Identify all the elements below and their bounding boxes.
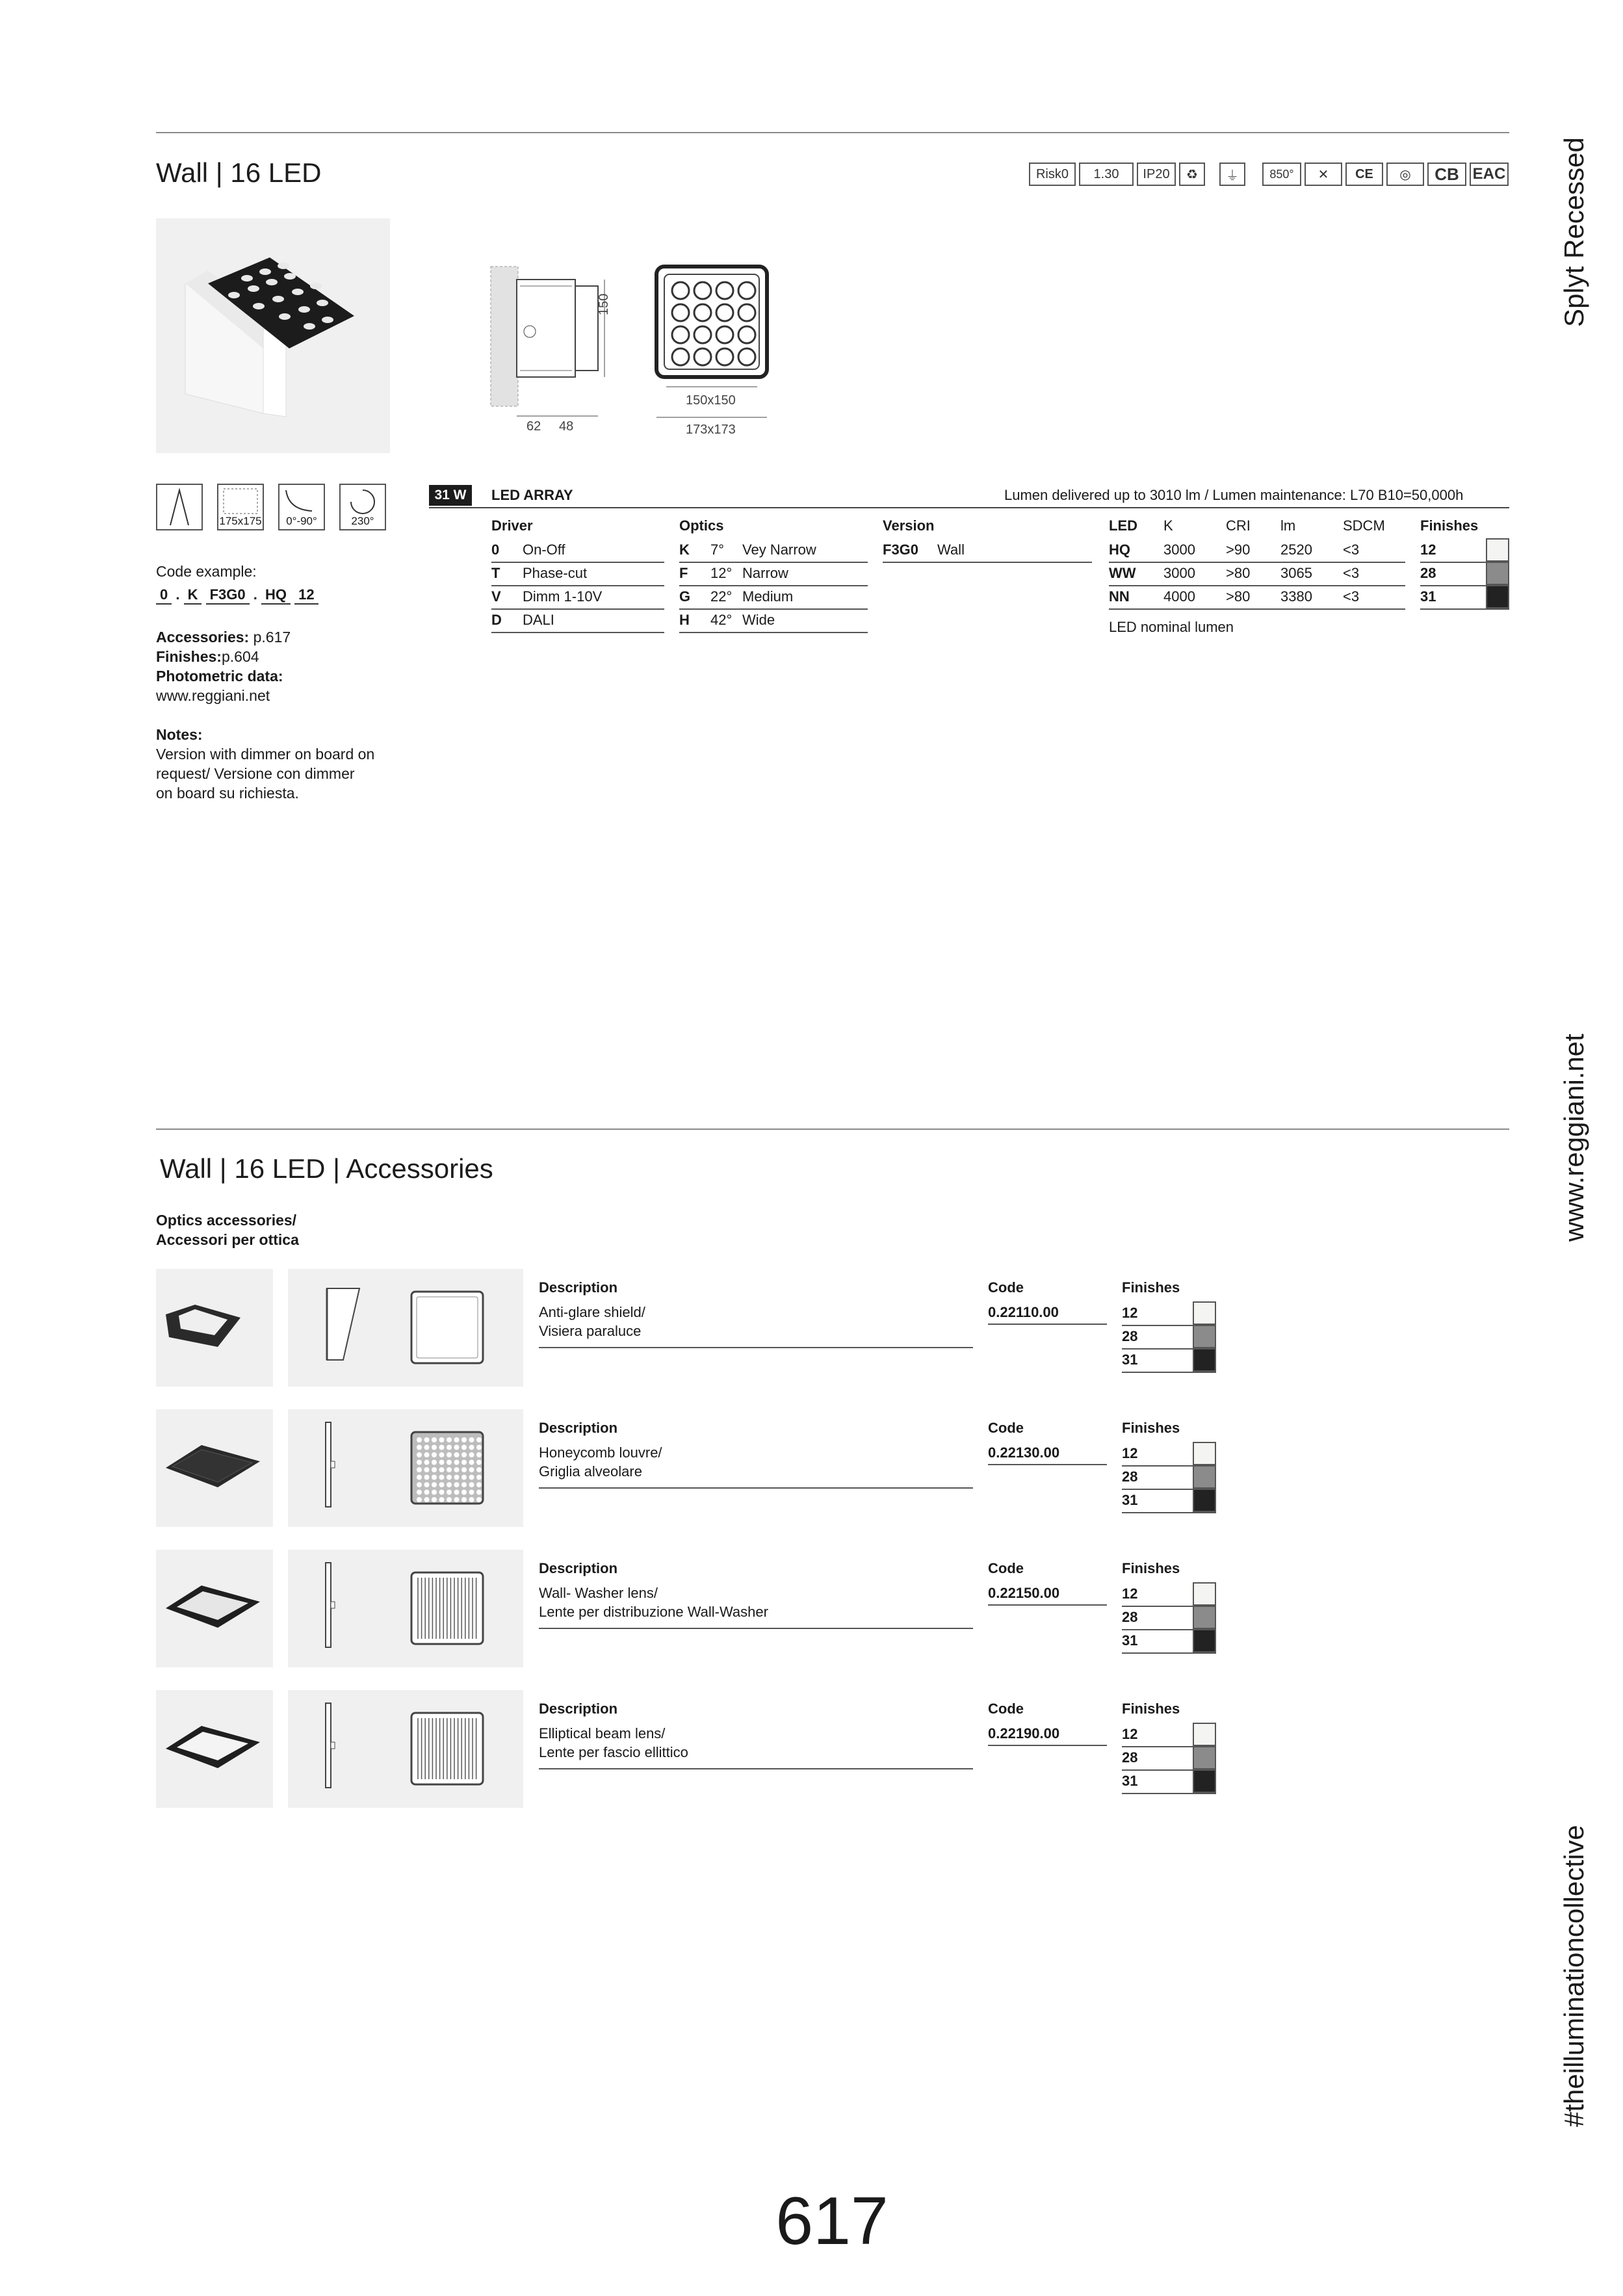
finishes-header: Finishes [1122, 1701, 1180, 1717]
accessory-code: 0.22130.00 [988, 1444, 1060, 1461]
recycle-icon: ♻ [1179, 163, 1205, 186]
accessory-description: Honeycomb louvre/ [539, 1444, 662, 1461]
finish-swatch [1193, 1769, 1216, 1793]
accessory-code: 0.22110.00 [988, 1304, 1059, 1320]
accessory-code: 0.22150.00 [988, 1585, 1060, 1601]
website-label[interactable]: www.reggiani.net [1559, 1034, 1589, 1242]
accessories-title: Wall | 16 LED | Accessories [160, 1153, 493, 1184]
finishes-header: Finishes [1122, 1420, 1180, 1436]
description-header: Description [539, 1701, 618, 1717]
code-header: Code [988, 1560, 1024, 1576]
finish-code: 31 [1122, 1492, 1138, 1508]
finish-code: 28 [1122, 1468, 1138, 1485]
finish-code: 28 [1122, 1328, 1138, 1344]
product-title: Wall | 16 LED [156, 157, 322, 188]
accessory-description: Elliptical beam lens/ [539, 1725, 666, 1742]
optics-header: Optics [679, 517, 724, 534]
description-header: Description [539, 1279, 618, 1296]
driver-header: Driver [491, 517, 533, 534]
class-badge: 1.30 [1079, 163, 1134, 186]
accessory-description-it: Visiera paraluce [539, 1323, 642, 1339]
risk-badge: Risk0 [1029, 163, 1076, 186]
finishes-ref: Finishes:p.604 [156, 648, 259, 665]
accessory-drawing [288, 1409, 523, 1527]
finish-swatch [1193, 1582, 1216, 1606]
finish-swatch [1193, 1301, 1216, 1325]
finish-swatch [1193, 1746, 1216, 1769]
cb-badge: CB [1427, 163, 1466, 186]
notes-line: request/ Versione con dimmer [156, 765, 355, 782]
page-number: 617 [775, 2184, 889, 2259]
driver-name: DALI [523, 612, 554, 628]
no-bin-icon: ✕ [1305, 163, 1342, 186]
accessory-description-it: Lente per distribuzione Wall-Washer [539, 1604, 768, 1620]
finish-code: 12 [1122, 1585, 1138, 1602]
finish-code: 31 [1122, 1351, 1138, 1368]
top-divider [156, 132, 1509, 133]
finish-swatch [1193, 1606, 1216, 1629]
rotation-icon: 230° [339, 484, 386, 530]
photometric-label: Photometric data: [156, 668, 283, 685]
finishes-header: Finishes [1122, 1560, 1180, 1576]
earth-icon: ⏚ [1219, 163, 1245, 186]
optics-name: Medium [742, 588, 794, 605]
version-name: Wall [937, 541, 965, 558]
accessory-drawing [288, 1550, 523, 1667]
accessories-ref: Accessories: p.617 [156, 629, 291, 646]
accessory-photo [156, 1690, 273, 1808]
finish-code: 12 [1122, 1305, 1138, 1321]
code-header: Code [988, 1420, 1024, 1436]
code-header: Code [988, 1279, 1024, 1296]
tilt-icon: 0°-90° [278, 484, 325, 530]
finish-swatch [1486, 538, 1509, 562]
depth-b-dimension: 48 [559, 419, 574, 434]
finish-code: 12 [1122, 1726, 1138, 1742]
version-header: Version [883, 517, 935, 534]
cutout-icon: 175x175 [217, 484, 264, 530]
hashtag-label: #theilluminationcollective [1559, 1825, 1589, 2127]
power-badge: 31 W [429, 485, 472, 506]
accessory-description-it: Griglia alveolare [539, 1463, 642, 1480]
description-header: Description [539, 1560, 618, 1576]
accessory-photo [156, 1550, 273, 1667]
optics-accessories-subtitle-it: Accessori per ottica [156, 1231, 299, 1248]
driver-name: Dimm 1-10V [523, 588, 603, 605]
technical-drawing [481, 260, 780, 449]
optics-name: Vey Narrow [742, 541, 816, 558]
lumen-info: Lumen delivered up to 3010 lm / Lumen maintenance: L70 B10=50,000h [1004, 487, 1464, 503]
led-note: LED nominal lumen [1109, 619, 1234, 635]
finish-swatch [1486, 585, 1509, 608]
finish-swatch [1193, 1348, 1216, 1372]
finish-swatch [1193, 1442, 1216, 1465]
optics-accessories-subtitle: Optics accessories/ [156, 1212, 297, 1229]
optics-name: Wide [742, 612, 775, 628]
temperature-badge: 850° [1262, 163, 1301, 186]
accessory-drawing [288, 1690, 523, 1808]
ip-badge: IP20 [1137, 163, 1176, 186]
finishes-header: Finishes [1420, 517, 1479, 534]
category-label: Splyt Recessed [1559, 137, 1589, 327]
height-dimension: 150 [597, 293, 611, 315]
driver-name: On-Off [523, 541, 565, 558]
finish-code: 28 [1122, 1609, 1138, 1625]
inner-dimension: 150x150 [686, 393, 736, 408]
accessory-description-it: Lente per fascio ellittico [539, 1744, 688, 1760]
finish-swatch [1193, 1489, 1216, 1512]
optics-name: Narrow [742, 565, 788, 581]
finish-code: 31 [1122, 1773, 1138, 1789]
notes-line: on board su richiesta. [156, 785, 299, 802]
finish-swatch [1193, 1629, 1216, 1652]
finish-code: 12 [1122, 1445, 1138, 1461]
spec-divider [429, 507, 1509, 508]
driver-name: Phase-cut [523, 565, 588, 581]
code-header: Code [988, 1701, 1024, 1717]
depth-a-dimension: 62 [526, 419, 541, 434]
accessory-photo [156, 1409, 273, 1527]
finish-swatch [1193, 1723, 1216, 1746]
finish-code: 31 [1122, 1632, 1138, 1649]
photometric-link[interactable]: www.reggiani.net [156, 687, 270, 704]
accessory-description: Anti-glare shield/ [539, 1304, 645, 1320]
finish-swatch [1193, 1325, 1216, 1348]
accessory-code: 0.22190.00 [988, 1725, 1060, 1742]
code-example-label: Code example: [156, 563, 257, 580]
description-header: Description [539, 1420, 618, 1436]
ce-badge: CE [1345, 163, 1383, 186]
finish-swatch [1193, 1465, 1216, 1489]
accessory-photo [156, 1269, 273, 1387]
accessory-drawing [288, 1269, 523, 1387]
led-array-label: LED ARRAY [491, 487, 573, 503]
section-divider [156, 1128, 1509, 1130]
finishes-header: Finishes [1122, 1279, 1180, 1296]
finish-swatch [1486, 562, 1509, 585]
finish-code: 28 [1122, 1749, 1138, 1766]
eac-badge: EAC [1470, 163, 1509, 186]
version-code: F3G0 [883, 541, 919, 558]
notes-label: Notes: [156, 726, 203, 743]
accessory-description: Wall- Washer lens/ [539, 1585, 658, 1601]
notes-line: Version with dimmer on board on [156, 746, 375, 763]
product-image [156, 218, 390, 453]
code-example: 0 . K F3G0 . HQ 12 [156, 586, 318, 605]
outer-dimension: 173x173 [686, 423, 736, 437]
beam-icon [156, 484, 203, 530]
approval-icon: ◎ [1386, 163, 1424, 186]
